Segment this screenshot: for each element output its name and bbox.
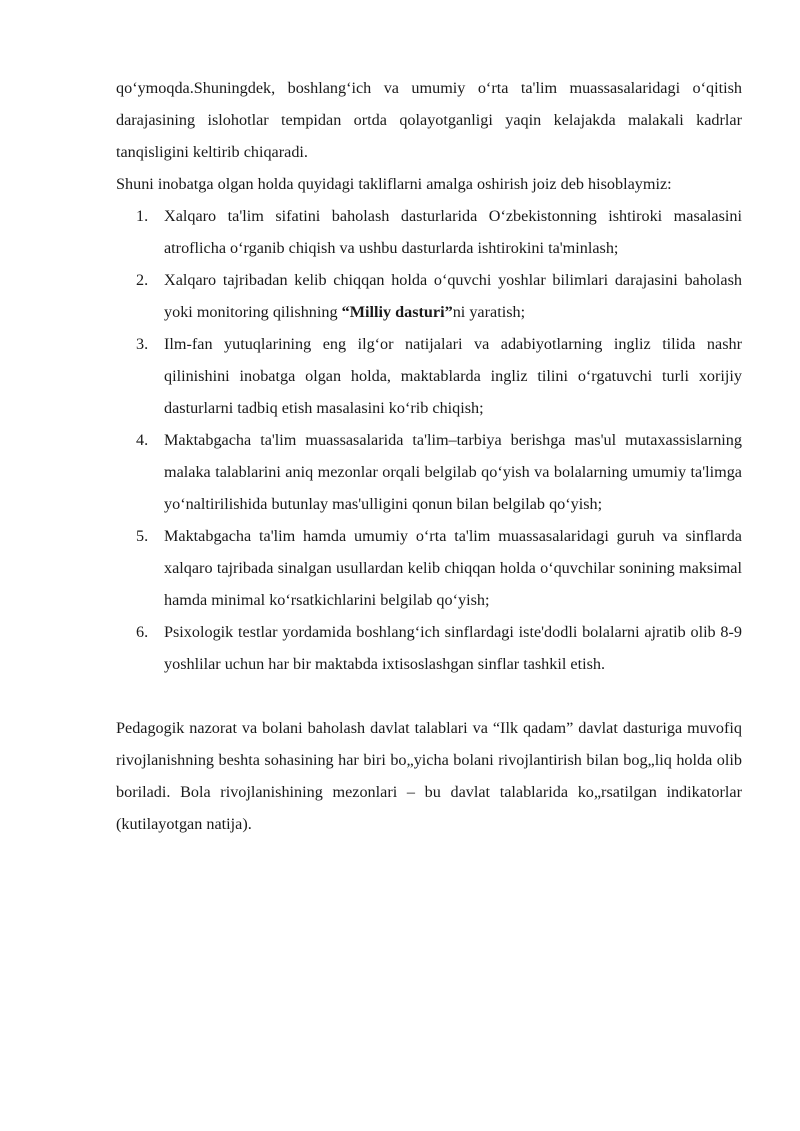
list-item-text: Maktabgacha ta'lim hamda umumiy o‘rta ta'lim muassasalaridagi guruh va sinflarda xalqaro tajribada sinalgan usullardan kelib chiqqan holda o‘quvchilar sonining maksimal hamda minimal ko‘rsatkichlarini belgilab qo‘yish; bbox=[164, 527, 742, 609]
list-item-bold-text: “Milliy dasturi” bbox=[341, 303, 453, 321]
lead-paragraph: Shuni inobatga olgan holda quyidagi takliflarni amalga oshirish joiz deb hisoblaymiz: bbox=[116, 175, 672, 193]
list-item-text: Ilm-fan yutuqlarining eng ilg‘or natijalari va adabiyotlarning ingliz tilida nashr qilinishini inobatga olgan holda, maktablarda ingliz tilini o‘rgatuvchi turli xorijiy dasturlarni tadbiq etish masalasini ko‘rib chiqish; bbox=[164, 335, 742, 417]
paragraph-spacer bbox=[116, 680, 742, 712]
list-item bbox=[116, 200, 742, 264]
list-item-number: 6. bbox=[136, 623, 149, 641]
list-item-text-end: ni yaratish; bbox=[452, 303, 526, 321]
list-item-text: Xalqaro tajribadan kelib chiqqan holda o‘quvchi yoshlar bilimlari darajasini baholash yoki monitoring qilishning bbox=[164, 271, 742, 321]
list-item-number: 1. bbox=[136, 207, 149, 225]
proposals-list bbox=[116, 200, 742, 680]
list-item bbox=[116, 520, 742, 616]
list-item-number: 5. bbox=[136, 527, 149, 545]
page-content bbox=[116, 72, 742, 840]
list-item bbox=[116, 264, 742, 328]
list-item-text: Xalqaro ta'lim sifatini baholash dasturlarida O‘zbekistonning ishtiroki masalasini atroflicha o‘rganib chiqish va ushbu dasturlarda ishtirokini ta'minlash; bbox=[164, 207, 742, 257]
list-item bbox=[116, 328, 742, 424]
list-item-number: 4. bbox=[136, 431, 149, 449]
list-item-number: 3. bbox=[136, 335, 149, 353]
list-item-number: 2. bbox=[136, 271, 149, 289]
intro-paragraph: qo‘ymoqda.Shuningdek, boshlang‘ich va umumiy o‘rta ta'lim muassasalaridagi o‘qitish darajasining islohotlar tempidan ortda qolayotganligi yaqin kelajakda malakali kadrlar tanqisligini keltirib chiqaradi. bbox=[116, 79, 742, 161]
list-item bbox=[116, 616, 742, 680]
list-item-text: Maktabgacha ta'lim muassasalarida ta'lim–tarbiya berishga mas'ul mutaxassislarning malaka talablarini aniq mezonlar orqali belgilab qo‘yish va bolalarning umumiy ta'limga yo‘naltirilishida butunlay mas'ulligini qonun bilan belgilab qo‘yish; bbox=[164, 431, 742, 513]
closing-paragraph: Pedagogik nazorat va bolani baholash davlat talablari va “Ilk qadam” davlat dasturiga muvofiq rivojlanishning beshta sohasining har biri bo„yicha bolani rivojlantirish bilan bog„liq holda olib boriladi. Bola rivojlanishining mezonlari – bu davlat talablarida ko„rsatilgan indikatorlar (kutilayotgan natija). bbox=[116, 719, 742, 833]
list-item bbox=[116, 424, 742, 520]
list-item-text: Psixologik testlar yordamida boshlang‘ich sinflardagi iste'dodli bolalarni ajratib olib 8-9 yoshlilar uchun har bir maktabda ixtisoslashgan sinflar tashkil etish. bbox=[164, 623, 742, 673]
